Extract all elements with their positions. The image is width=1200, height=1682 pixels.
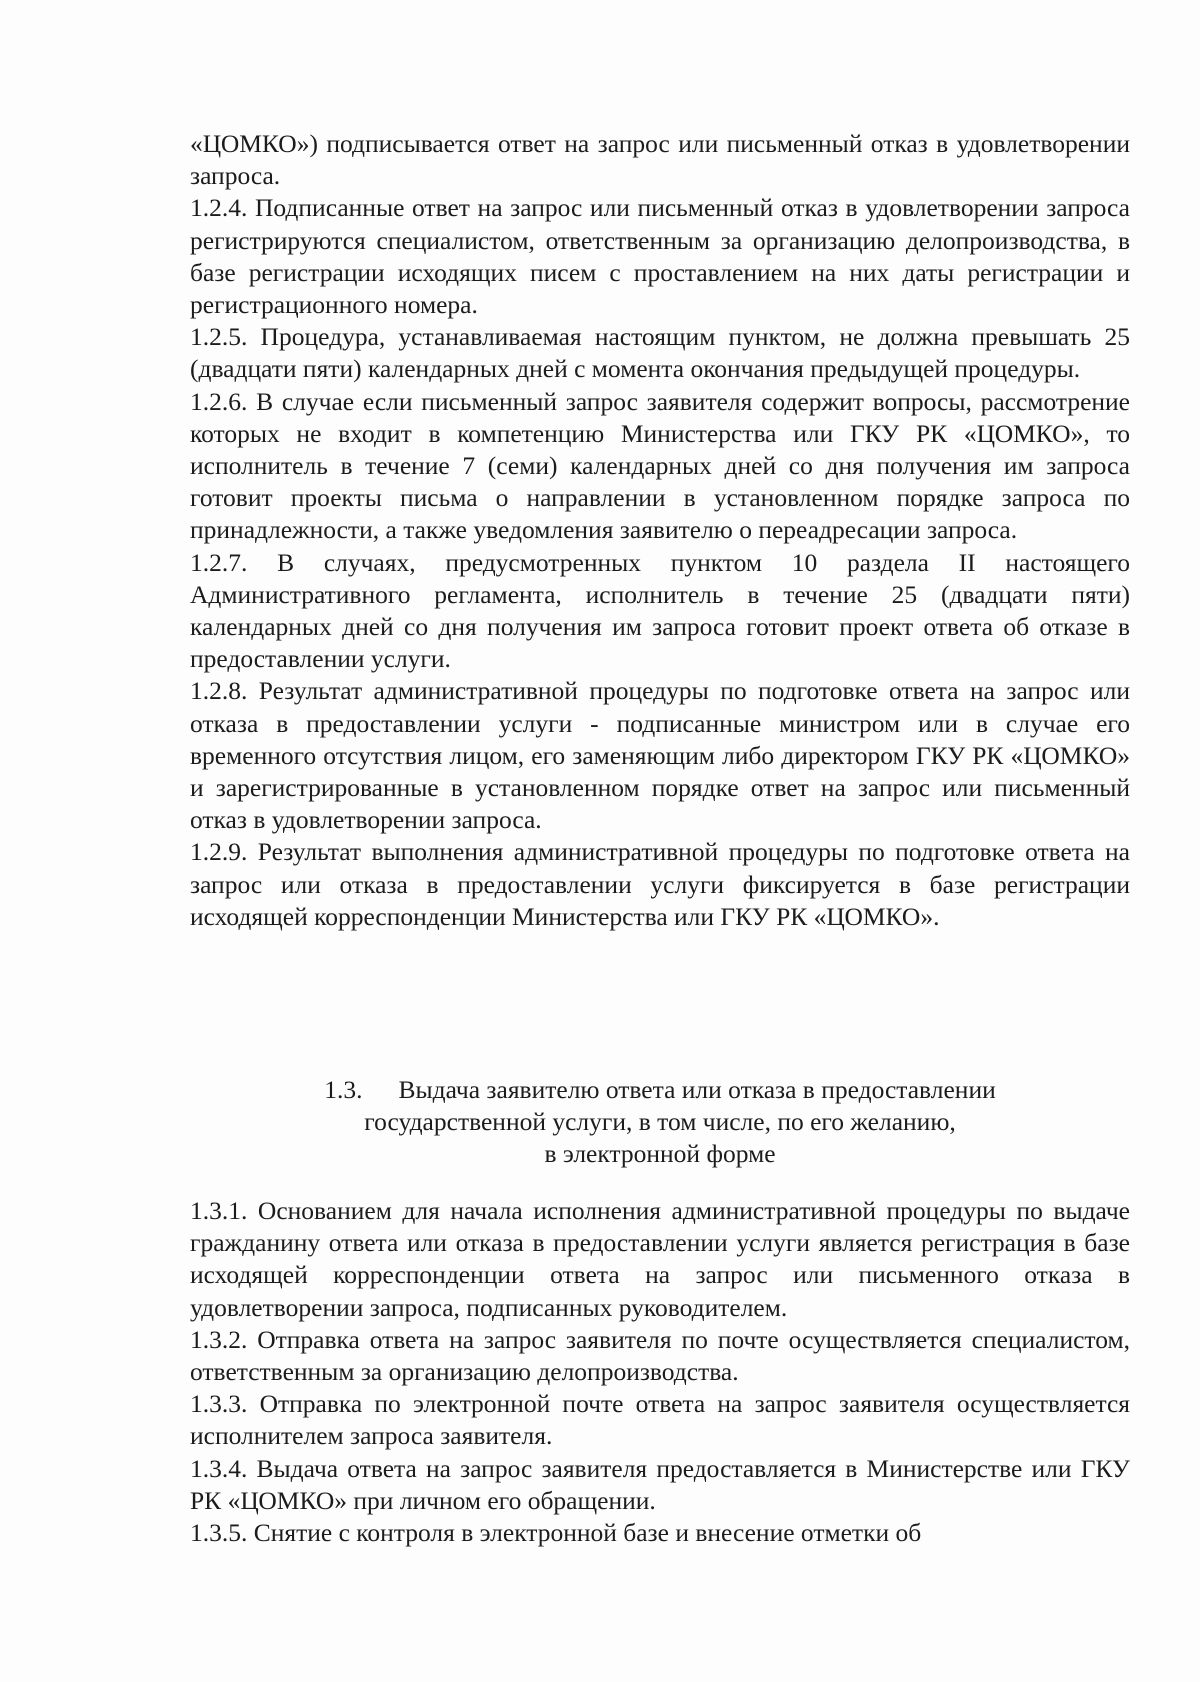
paragraph-1-3-2: 1.3.2. Отправка ответа на запрос заявителя по почте осуществляется специалистом, ответственным за организацию делопроизводства.	[190, 1324, 1130, 1387]
paragraph-1-3-3: 1.3.3. Отправка по электронной почте ответа на запрос заявителя осуществляется исполнителем запроса заявителя.	[190, 1389, 1130, 1451]
paragraph-1-2-6: 1.2.6. В случае если письменный запрос заявителя содержит вопросы, рассмотрение которых не входит в компетенцию Министерства или ГКУ РК «ЦОМКО», то исполнитель в течение 7 (семи) календарных дней со дня получения им запроса готовит проекты письма о направлении в установленном порядке запроса по принадлежности, а также уведомления заявителю о переадресации запроса.	[190, 386, 1130, 545]
section-heading-line-1	[190, 1074, 1130, 1106]
paragraph-1-2-5: 1.2.5. Процедура, устанавливаемая настоящим пунктом, не должна превышать 25 (двадцати пяти) календарных дней с момента окончания предыдущей процедуры.	[190, 322, 1130, 384]
paragraph-1-2-7: 1.2.7. В случаях, предусмотренных пунктом 10 раздела II настоящего Административного регламента, исполнитель в течение 25 (двадцати пяти) календарных дней со дня получения им запроса готовит проект ответа об отказе в предоставлении услуги.	[190, 547, 1130, 674]
section-heading-line-2: государственной услуги, в том числе, по его желанию,	[364, 1107, 956, 1137]
paragraph-1-2-8: 1.2.8. Результат административной процедуры по подготовке ответа на запрос или отказа в предоставлении услуги - подписанные министром или в случае его временного отсутствия лицом, его заменяющим либо директором ГКУ РК «ЦОМКО» и зарегистрированные в установленном порядке ответ на запрос или письменный отказ в удовлетворении запроса.	[190, 676, 1130, 835]
paragraph-1-3-1: 1.3.1. Основанием для начала исполнения административной процедуры по выдаче гражданину ответа или отказа в предоставлении услуги является регистрация в базе исходящей корреспонденции ответа на запрос или письменного отказа в удовлетворении запроса, подписанных руководителем.	[190, 1196, 1130, 1322]
document-body-bottom	[190, 1195, 1130, 1549]
section-heading-line-3: в электронной форме	[544, 1139, 776, 1169]
section-heading-1-3	[190, 1074, 1130, 1171]
section-heading-text-1: Выдача заявителю ответа или отказа в предоставлении	[398, 1075, 996, 1104]
section-number: 1.3.	[324, 1075, 363, 1104]
paragraph-1-3-5: 1.3.5. Снятие с контроля в электронной базе и внесение отметки об	[190, 1518, 922, 1548]
paragraph-1-2-9: 1.2.9. Результат выполнения административной процедуры по подготовке ответа на запрос или отказа в предоставлении услуги фиксируется в базе регистрации исходящей корреспонденции Министерства или ГКУ РК «ЦОМКО».	[190, 837, 1130, 931]
paragraph-1-2-4: 1.2.4. Подписанные ответ на запрос или письменный отказ в удовлетворении запроса регистрируются специалистом, ответственным за организацию делопроизводства, в базе регистрации исходящих писем с проставлением на них даты регистрации и регистрационного номера.	[190, 193, 1130, 320]
paragraph-1-3-4: 1.3.4. Выдача ответа на запрос заявителя предоставляется в Министерстве или ГКУ РК «ЦОМКО» при личном его обращении.	[190, 1453, 1130, 1515]
document-body-top	[190, 128, 1130, 933]
paragraph-1-2-3-continuation: «ЦОМКО») подписывается ответ на запрос или письменный отказ в удовлетворении запроса.	[190, 129, 1130, 191]
